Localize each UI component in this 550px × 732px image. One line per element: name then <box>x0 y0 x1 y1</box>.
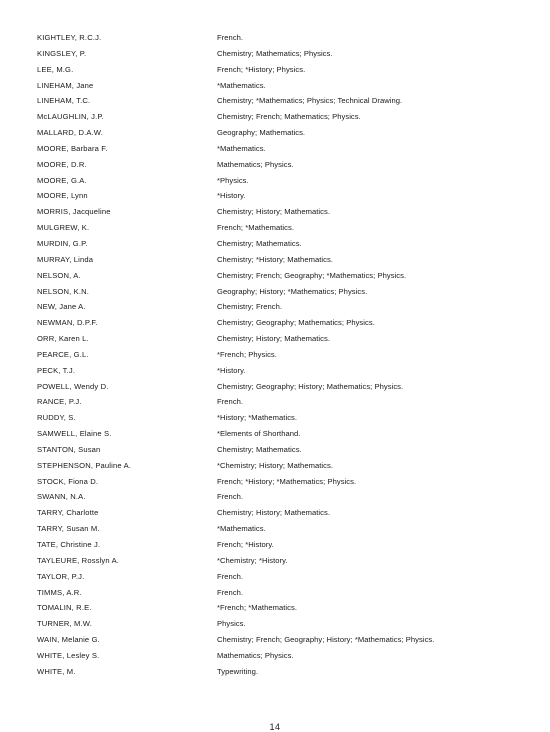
list-item <box>37 191 507 201</box>
list-item <box>37 160 507 170</box>
student-name: TARRY, Susan M. <box>37 524 100 534</box>
list-item <box>37 255 507 265</box>
student-name: MURRAY, Linda <box>37 254 94 264</box>
student-name: LEE, M.G. <box>37 64 74 74</box>
student-name: TURNER, M.W. <box>37 619 92 629</box>
list-item <box>37 366 507 376</box>
subjects-text: French. <box>217 587 244 597</box>
subjects-text: Chemistry; French; Geography; *Mathematics; Physics. <box>217 270 407 280</box>
student-name: MOORE, Lynn <box>37 191 88 201</box>
student-name: MOORE, D.R. <box>37 159 87 169</box>
subjects-text: Chemistry; Mathematics. <box>217 444 302 454</box>
student-name: NELSON, K.N. <box>37 286 90 296</box>
subjects-text: Chemistry; Mathematics. <box>217 238 302 248</box>
student-name: RANCE, P.J. <box>37 397 82 407</box>
student-name: KIGHTLEY, R.C.J. <box>37 33 102 42</box>
subjects-text: Chemistry; French; Geography; History; *Mathematics; Physics. <box>217 635 435 645</box>
subjects-text: *Elements of Shorthand. <box>217 429 301 439</box>
list-item <box>37 540 507 550</box>
subjects-text: Chemistry; History; Mathematics. <box>217 334 330 344</box>
list-item <box>37 397 507 407</box>
list-item <box>37 492 507 502</box>
list-item <box>37 49 507 59</box>
list-item <box>37 477 507 487</box>
student-name: MOORE, Barbara F. <box>37 143 108 153</box>
student-name: NEWMAN, D.P.F. <box>37 318 98 328</box>
list-item <box>37 508 507 518</box>
student-name: STANTON, Susan <box>37 444 101 454</box>
subjects-text: French. <box>217 33 244 42</box>
student-subject-list <box>37 33 507 683</box>
student-name: KINGSLEY, P. <box>37 48 87 58</box>
subjects-text: French; *History. <box>217 540 274 549</box>
student-name: STEPHENSON, Pauline A. <box>37 460 132 470</box>
student-name: TIMMS, A.R. <box>37 587 82 597</box>
student-name: POWELL, Wendy D. <box>37 381 109 391</box>
subjects-text: *Chemistry; *History. <box>217 555 288 565</box>
student-name: WHITE, Lesley S. <box>37 650 100 660</box>
list-item <box>37 603 507 613</box>
subjects-text: Mathematics; Physics. <box>217 650 294 660</box>
subjects-text: *French; Physics. <box>217 349 277 359</box>
subjects-text: Mathematics; Physics. <box>217 159 294 169</box>
student-name: WHITE, M. <box>37 666 76 676</box>
list-item <box>37 128 507 138</box>
list-item <box>37 524 507 534</box>
student-name: SWANN, N.A. <box>37 492 86 502</box>
list-item <box>37 207 507 217</box>
student-name: MORRIS, Jacqueline <box>37 207 111 217</box>
subjects-text: Chemistry; Mathematics; Physics. <box>217 48 333 58</box>
list-item <box>37 271 507 281</box>
list-item <box>37 96 507 106</box>
subjects-text: *Chemistry; History; Mathematics. <box>217 460 334 470</box>
list-item <box>37 239 507 249</box>
student-name: SAMWELL, Elaine S. <box>37 429 112 439</box>
list-item <box>37 382 507 392</box>
list-item <box>37 287 507 297</box>
subjects-text: Chemistry; History; Mathematics. <box>217 207 330 217</box>
subjects-text: *History. <box>217 365 246 375</box>
list-item <box>37 33 507 43</box>
subjects-text: Physics. <box>217 619 246 629</box>
subjects-text: *History; *Mathematics. <box>217 413 298 423</box>
list-item <box>37 318 507 328</box>
student-name: WAIN, Melanie G. <box>37 635 100 645</box>
list-item <box>37 445 507 455</box>
subjects-text: Geography; Mathematics. <box>217 128 306 138</box>
subjects-text: Chemistry; French; Mathematics; Physics. <box>217 112 361 122</box>
student-name: TARRY, Charlotte <box>37 508 99 518</box>
subjects-text: *Mathematics. <box>217 80 266 90</box>
list-item <box>37 65 507 75</box>
student-name: PECK, T.J. <box>37 365 76 375</box>
subjects-text: Chemistry; *Mathematics; Physics; Technical Drawing. <box>217 96 403 106</box>
subjects-text: French; *History; *Mathematics; Physics. <box>217 476 357 486</box>
list-item <box>37 350 507 360</box>
student-name: McLAUGHLIN, J.P. <box>37 112 104 122</box>
subjects-text: *History. <box>217 191 246 201</box>
list-item <box>37 619 507 629</box>
student-name: LINEHAM, Jane <box>37 80 94 90</box>
student-name: TOMALIN, R.E. <box>37 603 92 613</box>
list-item <box>37 588 507 598</box>
list-item <box>37 223 507 233</box>
subjects-text: *Physics. <box>217 175 249 185</box>
list-item <box>37 302 507 312</box>
list-item <box>37 651 507 661</box>
page-number: 14 <box>269 722 281 732</box>
student-name: MOORE, G.A. <box>37 175 87 185</box>
list-item <box>37 461 507 471</box>
list-item <box>37 144 507 154</box>
student-name: ORR, Karen L. <box>37 334 89 344</box>
subjects-text: Chemistry; Geography; History; Mathematics; Physics. <box>217 381 404 391</box>
list-item <box>37 635 507 645</box>
subjects-text: Chemistry; Geography; Mathematics; Physics. <box>217 318 375 328</box>
subjects-text: Typewriting. <box>217 666 259 676</box>
subjects-text: Geography; History; *Mathematics; Physics. <box>217 286 368 296</box>
subjects-text: French; *History; Physics. <box>217 64 306 74</box>
student-name: TAYLEURE, Rosslyn A. <box>37 555 120 565</box>
list-item <box>37 413 507 423</box>
subjects-text: French; *Mathematics. <box>217 223 295 233</box>
list-item <box>37 429 507 439</box>
list-item <box>37 334 507 344</box>
student-name: PEARCE, G.L. <box>37 349 89 359</box>
subjects-text: Chemistry; History; Mathematics. <box>217 508 330 518</box>
student-name: MALLARD, D.A.W. <box>37 128 103 138</box>
student-name: MULGREW, K. <box>37 223 90 233</box>
list-item <box>37 572 507 582</box>
subjects-text: *French; *Mathematics. <box>217 603 298 613</box>
student-name: NEW, Jane A. <box>37 302 86 312</box>
student-name: STOCK, Fiona D. <box>37 476 99 486</box>
list-item <box>37 667 507 677</box>
subjects-text: *Mathematics. <box>217 524 266 534</box>
subjects-text: French. <box>217 492 244 502</box>
subjects-text: French. <box>217 571 244 581</box>
subjects-text: French. <box>217 397 244 407</box>
subjects-text: Chemistry; French. <box>217 302 283 312</box>
student-name: TAYLOR, P.J. <box>37 571 85 581</box>
list-item <box>37 176 507 186</box>
student-name: NELSON, A. <box>37 270 81 280</box>
list-item <box>37 556 507 566</box>
student-name: TATE, Christine J. <box>37 540 101 549</box>
list-item <box>37 81 507 91</box>
student-name: LINEHAM, T.C. <box>37 96 91 106</box>
student-name: MURDIN, G.P. <box>37 238 88 248</box>
list-item <box>37 112 507 122</box>
subjects-text: *Mathematics. <box>217 143 266 153</box>
subjects-text: Chemistry; *History; Mathematics. <box>217 254 334 264</box>
student-name: RUDDY, S. <box>37 413 76 423</box>
